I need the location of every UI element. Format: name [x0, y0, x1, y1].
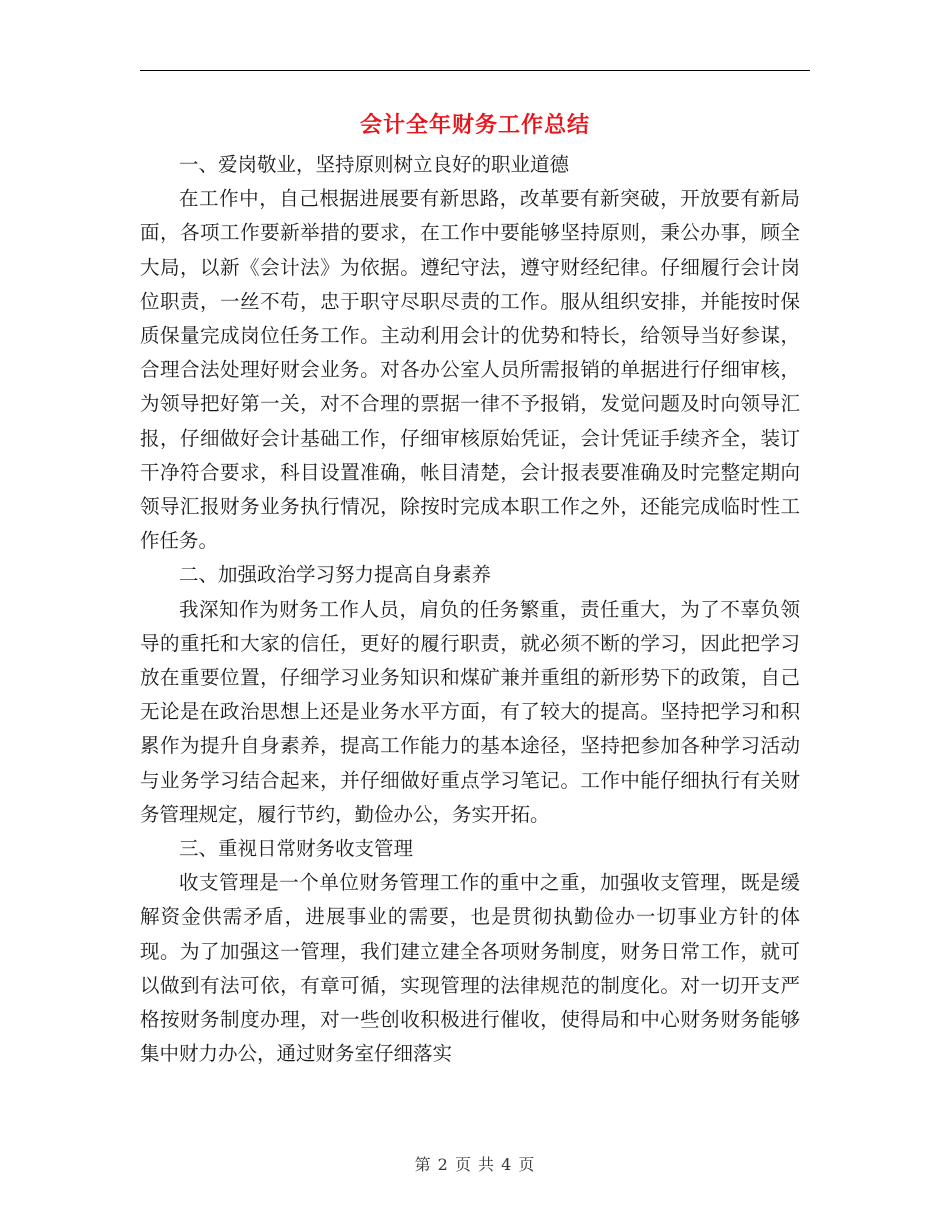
header-rule	[140, 70, 810, 71]
body-paragraph-1: 在工作中，自己根据进展要有新思路，改革要有新突破，开放要有新局面，各项工作要新举措的要求，在工作中要能够坚持原则，秉公办事，顾全大局，以新《会计法》为依据。遵纪守法，遵守财经纪律。仔细履行会计岗位职责，一丝不苟，忠于职守尽职尽责的工作。服从组织安排，并能按时保质保量完成岗位任务工作。主动利用会计的优势和特长，给领导当好参谋，合理合法处理好财会业务。对各办公室人员所需报销的单据进行仔细审核，为领导把好第一关，对不合理的票据一律不予报销，发觉问题及时向领导汇报，仔细做好会计基础工作，仔细审核原始凭证，会计凭证手续齐全，装订干净符合要求，科目设置准确，帐目清楚，会计报表要准确及时完整定期向领导汇报财务业务执行情况，除按时完成本职工作之外，还能完成临时性工作任务。	[140, 187, 800, 553]
body-paragraph-3: 收支管理是一个单位财务管理工作的重中之重，加强收支管理，既是缓解资金供需矛盾，进展事业的需要，也是贯彻执勤俭办一切事业方针的体现。为了加强这一管理，我们建立建全各项财务制度，财务日常工作，就可以做到有法可依，有章可循，实现管理的法律规范的制度化。对一切开支严格按财务制度办理，对一些创收积极进行催收，使得局和中心财务财务能够集中财力办公，通过财务室仔细落实	[140, 871, 800, 1066]
section-heading-2: 二、加强政治学习努力提高自身素养	[179, 563, 492, 587]
page-number-footer: 第 2 页 共 4 页	[414, 1155, 536, 1174]
section-heading-3: 三、重视日常财务收支管理	[179, 837, 414, 861]
body-paragraph-2: 我深知作为财务工作人员，肩负的任务繁重，责任重大，为了不辜负领导的重托和大家的信任，更好的履行职责，就必须不断的学习，因此把学习放在重要位置，仔细学习业务知识和煤矿兼并重组的新形势下的政策，自己无论是在政治思想上还是业务水平方面，有了较大的提高。坚持把学习和积累作为提升自身素养，提高工作能力的基本途径，坚持把参加各种学习活动与业务学习结合起来，并仔细做好重点学习笔记。工作中能仔细执行有关财务管理规定，履行节约，勤俭办公，务实开拓。	[140, 597, 800, 826]
document-body	[140, 148, 800, 1071]
section-heading-1: 一、爱岗敬业，坚持原则树立良好的职业道德	[179, 153, 570, 176]
document-title: 会计全年财务工作总结	[359, 112, 590, 138]
